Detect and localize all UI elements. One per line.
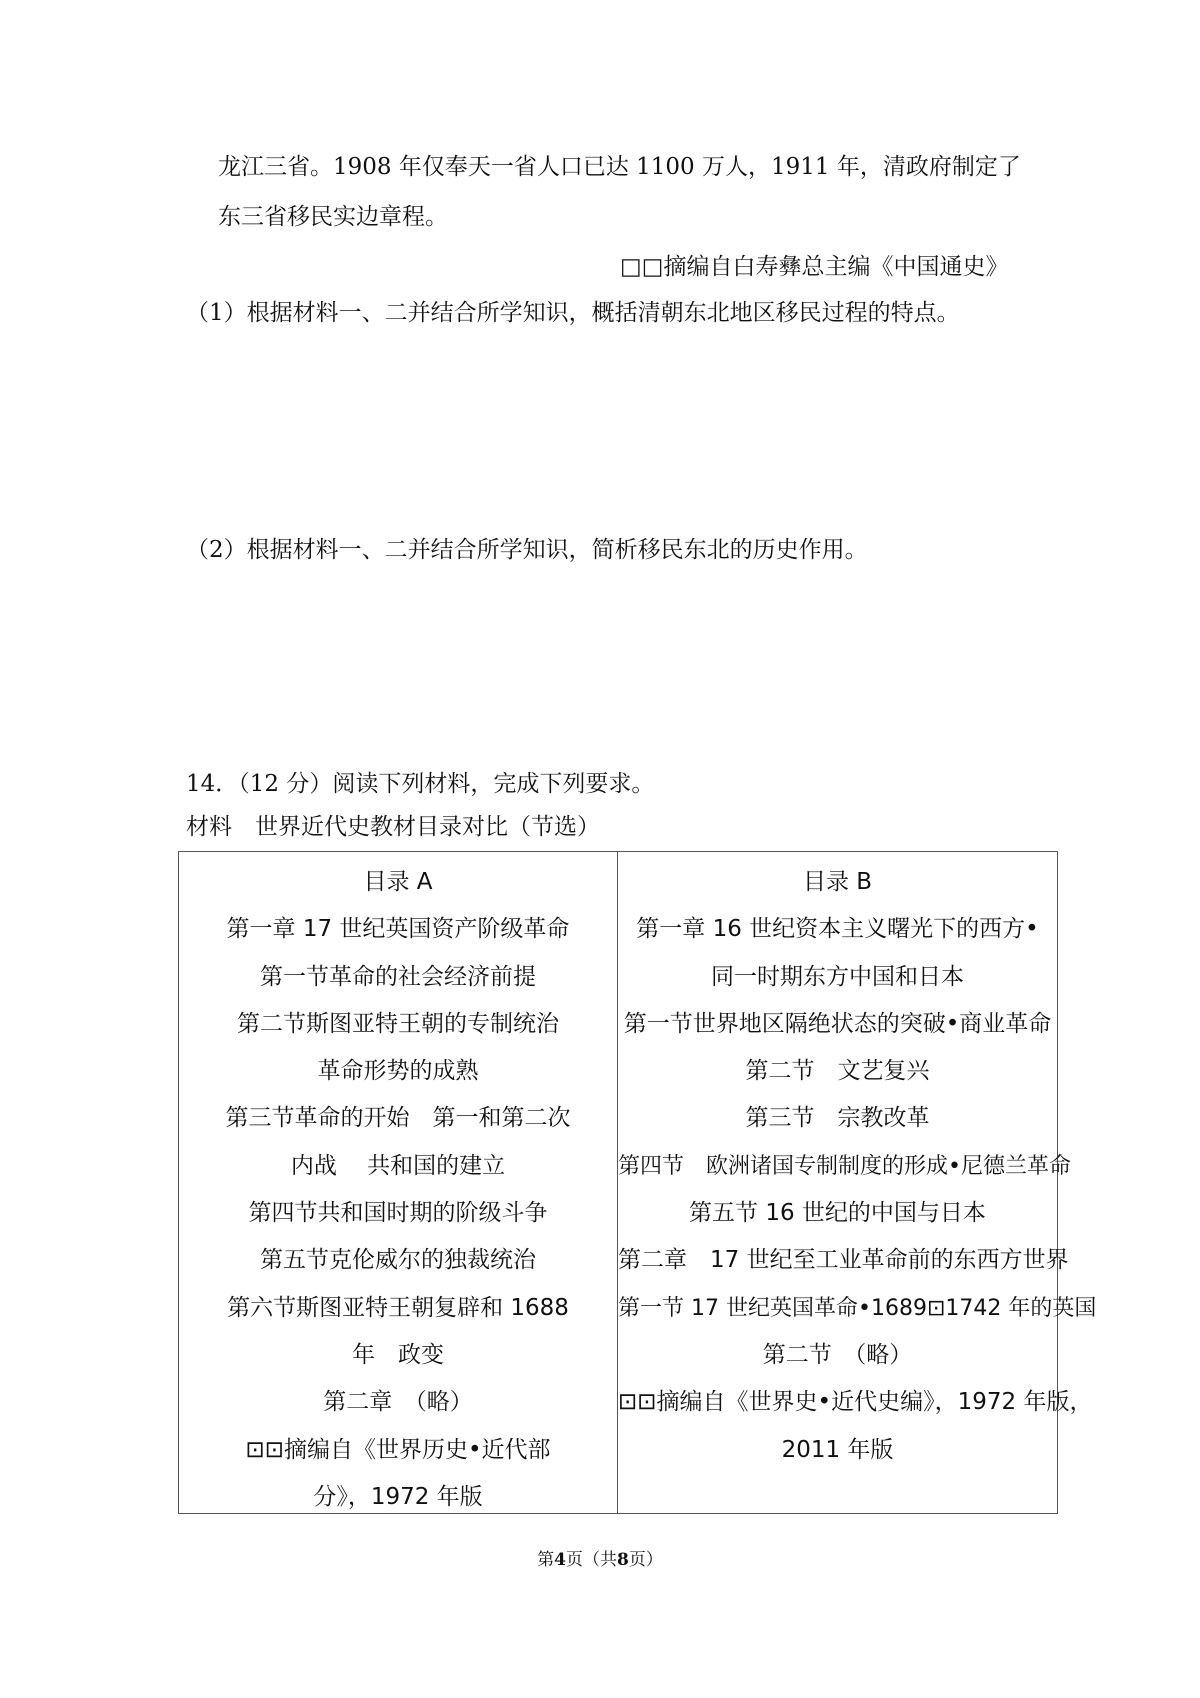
toc-column-b [618, 852, 1097, 1513]
toc-comparison-table [178, 851, 1097, 1514]
toc-a-line: 第六节斯图亚特王朝复辟和 1688 [227, 1294, 569, 1321]
toc-a-line: 第五节克伦威尔的独裁统治 [260, 1247, 536, 1274]
toc-a-line: 第二节斯图亚特王朝的专制统治 [237, 1010, 559, 1037]
material-text-line-2: 东三省移民实边章程。 [218, 204, 448, 230]
material-title: 材料 世界近代史教材目录对比（节选） [186, 814, 600, 840]
toc-a-source: 分》，1972 年版 [313, 1483, 483, 1510]
toc-a-line: 第一节革命的社会经济前提 [260, 963, 536, 990]
toc-b-line: 第二节 文艺复兴 [745, 1058, 930, 1085]
toc-b-source: ⊡⊡摘编自《世界史•近代史编》，1972 年版， [618, 1389, 1093, 1416]
toc-a-line: 第二章 （略） [323, 1389, 473, 1416]
toc-b-line: 第二章 17 世纪至工业革命前的东西方世界 [618, 1247, 1069, 1274]
question-13-part-2: （2）根据材料一、二并结合所学知识，简析移民东北的历史作用。 [186, 537, 868, 563]
toc-a-line: 第四节共和国时期的阶级斗争 [248, 1200, 548, 1227]
footer-middle: 页（共 [566, 1550, 617, 1570]
toc-b-line: 第一章 16 世纪资本主义曙光下的西方• [636, 916, 1039, 943]
toc-b-line: 第五节 16 世纪的中国与日本 [689, 1200, 986, 1227]
material-source: □□摘编自白寿彝总主编《中国通史》 [620, 254, 1009, 280]
toc-a-line: 内战 共和国的建立 [290, 1152, 506, 1179]
material-text-line-1: 龙江三省。1908 年仅奉天一省人口已达 1100 万人，1911 年，清政府制定了 [218, 154, 1021, 180]
toc-column-a [179, 852, 618, 1513]
footer-total-pages: 8 [617, 1550, 629, 1570]
page-footer [0, 1549, 1200, 1571]
toc-a-line: 第一章 17 世纪英国资产阶级革命 [226, 916, 570, 943]
toc-b-header: 目录 B [802, 869, 873, 895]
footer-suffix: 页） [628, 1550, 663, 1570]
toc-b-source: 2011 年版 [781, 1436, 894, 1463]
toc-a-source: ⊡⊡摘编自《世界历史•近代部 [245, 1436, 551, 1463]
toc-a-line: 第三节革命的开始 第一和第二次 [225, 1105, 571, 1132]
toc-b-line: 第三节 宗教改革 [745, 1105, 930, 1132]
toc-b-line: 第一节 17 世纪英国革命•1689⊡1742 年的英国 [618, 1295, 1097, 1321]
question-13-part-1: （1）根据材料一、二并结合所学知识，概括清朝东北地区移民过程的特点。 [186, 300, 960, 326]
footer-page-number: 4 [554, 1550, 566, 1570]
question-14-heading: 14．（12 分）阅读下列材料，完成下列要求。 [186, 771, 655, 797]
toc-b-line: 第一节世界地区隔绝状态的突破•商业革命 [623, 1010, 1052, 1037]
toc-b-line: 第四节 欧洲诸国专制制度的形成•尼德兰革命 [618, 1153, 1071, 1179]
toc-a-header: 目录 A [363, 869, 433, 895]
toc-a-line: 革命形势的成熟 [317, 1058, 479, 1085]
toc-b-line: 第二节 （略） [762, 1341, 913, 1368]
toc-a-line: 年 政变 [352, 1341, 444, 1368]
toc-b-line: 同一时期东方中国和日本 [711, 963, 964, 990]
footer-prefix: 第 [537, 1550, 555, 1570]
